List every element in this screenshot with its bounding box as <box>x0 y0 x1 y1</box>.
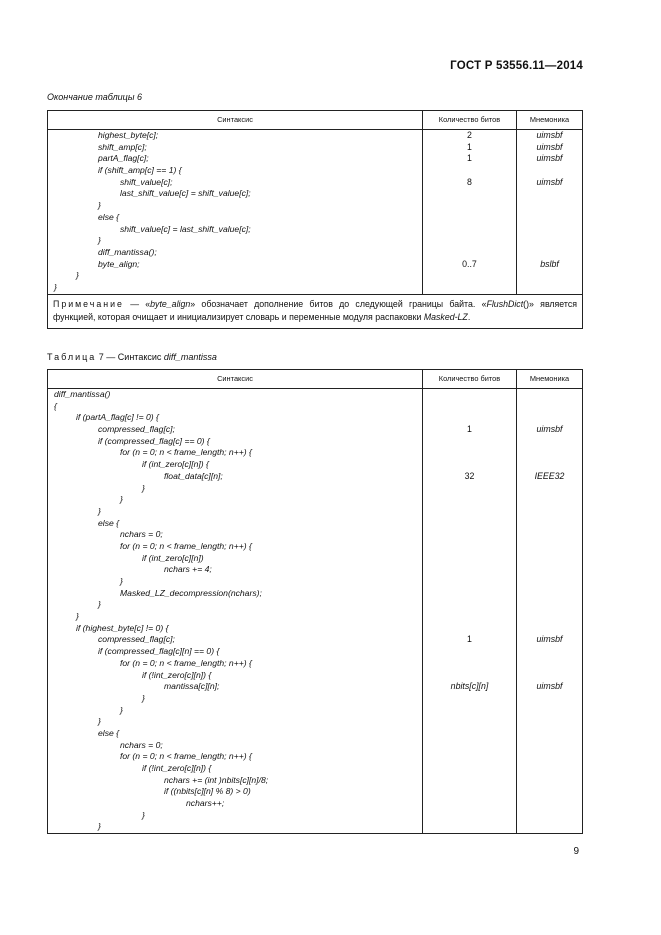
syntax-line: else { <box>98 727 120 738</box>
bit-count <box>423 506 516 518</box>
bit-count: 1 <box>467 634 472 645</box>
mnemonic <box>517 282 582 294</box>
mnemonic <box>517 786 582 798</box>
mnemonic: IEEE32 <box>534 470 565 481</box>
mnemonic <box>517 576 582 588</box>
mnemonic <box>517 763 582 775</box>
syntax-line: for (n = 0; n < frame_length; n++) { <box>120 751 252 762</box>
note-term: FlushDict <box>486 298 524 309</box>
mnemonic-column <box>517 389 583 834</box>
mnemonic <box>517 670 582 682</box>
mnemonic <box>517 412 582 424</box>
syntax-line: } <box>76 611 79 622</box>
bit-count <box>423 235 516 247</box>
bit-count: 2 <box>467 130 472 140</box>
syntax-line: if (shift_amp[c] == 1) { <box>98 165 182 176</box>
column-header-syntax: Синтаксис <box>48 111 423 130</box>
bit-count <box>423 611 516 623</box>
syntax-line: if ((nbits[c][n] % 8) > 0) <box>164 786 251 797</box>
syntax-line: } <box>120 576 123 586</box>
bit-count <box>423 763 516 775</box>
mnemonic <box>517 564 582 576</box>
column-header-bits: Количество битов <box>423 370 517 389</box>
bit-count <box>423 693 516 705</box>
syntax-line: highest_byte[c]; <box>98 130 159 140</box>
bit-count <box>423 588 516 600</box>
bit-count <box>423 740 516 752</box>
mnemonic <box>517 447 582 459</box>
syntax-line: shift_value[c]; <box>120 176 173 187</box>
bit-count: 0..7 <box>462 258 477 269</box>
syntax-line: else { <box>98 211 120 222</box>
mnemonic <box>517 775 582 787</box>
syntax-line: partA_flag[c]; <box>98 153 149 164</box>
bit-count <box>423 389 516 401</box>
syntax-line: if (highest_byte[c] != 0) { <box>76 622 169 633</box>
bit-count <box>423 247 516 259</box>
mnemonic: uimsbf <box>536 176 563 187</box>
syntax-line: if (int_zero[c][n]) { <box>142 459 209 470</box>
mnemonic <box>517 798 582 810</box>
bit-count: 8 <box>467 176 472 187</box>
syntax-column <box>48 389 423 834</box>
syntax-line: if (int_zero[c][n]) <box>142 552 204 563</box>
syntax-line: } <box>120 494 123 505</box>
bit-count: 1 <box>467 153 472 164</box>
table6 <box>47 110 583 329</box>
syntax-line: } <box>120 704 123 715</box>
page-number: 9 <box>573 846 579 857</box>
mnemonic <box>517 212 582 224</box>
bit-count <box>423 658 516 670</box>
note-term: byte_align <box>150 298 191 309</box>
bit-count <box>423 412 516 424</box>
bit-count <box>423 494 516 506</box>
mnemonic: bslbf <box>540 258 559 269</box>
syntax-line: shift_amp[c]; <box>98 141 147 152</box>
mnemonic <box>517 821 582 833</box>
mnemonic <box>517 693 582 705</box>
syntax-column <box>48 130 423 295</box>
mnemonic <box>517 224 582 236</box>
table7-caption: Таблица 7 — Синтаксис diff_mantissa <box>47 352 217 362</box>
mnemonic <box>517 751 582 763</box>
bit-count: 1 <box>467 424 472 435</box>
bit-count <box>423 623 516 635</box>
syntax-line: } <box>98 821 101 832</box>
bit-count <box>423 188 516 200</box>
mnemonic: uimsbf <box>536 153 563 164</box>
mnemonic <box>517 483 582 495</box>
mnemonic <box>517 518 582 530</box>
syntax-line: } <box>142 809 145 820</box>
syntax-line: if (compressed_flag[c][n] == 0) { <box>98 646 220 657</box>
bit-count <box>423 599 516 611</box>
bit-count <box>423 200 516 212</box>
mnemonic <box>517 235 582 247</box>
syntax-line: diff_mantissa(); <box>98 246 157 257</box>
mnemonic <box>517 529 582 541</box>
bit-count <box>423 716 516 728</box>
syntax-line: nchars += (int )nbits[c][n]/8; <box>164 774 269 785</box>
syntax-line: compressed_flag[c]; <box>98 634 175 645</box>
bit-count <box>423 483 516 495</box>
column-header-syntax: Синтаксис <box>48 370 423 389</box>
syntax-line: if (!int_zero[c][n]) { <box>142 669 212 680</box>
note-label: Примечание <box>53 298 124 309</box>
mnemonic: uimsbf <box>536 130 563 140</box>
bit-count <box>423 529 516 541</box>
bit-count <box>423 459 516 471</box>
mnemonic <box>517 728 582 740</box>
bit-count <box>423 401 516 413</box>
syntax-line: } <box>98 716 101 727</box>
syntax-line: Masked_LZ_decompression(nchars); <box>120 587 262 598</box>
mnemonic <box>517 200 582 212</box>
syntax-line: for (n = 0; n < frame_length; n++) { <box>120 447 252 458</box>
bits-column <box>423 389 517 834</box>
mnemonic <box>517 623 582 635</box>
syntax-line: shift_value[c] = last_shift_value[c]; <box>120 223 251 234</box>
bit-count <box>423 798 516 810</box>
syntax-line: mantissa[c][n]; <box>164 681 220 692</box>
mnemonic: uimsbf <box>536 634 563 645</box>
bit-count: 32 <box>464 470 475 481</box>
syntax-line: nchars++; <box>186 798 225 809</box>
mnemonic <box>517 611 582 623</box>
mnemonic: uimsbf <box>536 681 563 692</box>
syntax-line: for (n = 0; n < frame_length; n++) { <box>120 657 252 668</box>
bits-column <box>423 130 517 295</box>
mnemonic <box>517 658 582 670</box>
bit-count <box>423 518 516 530</box>
syntax-line: } <box>98 235 101 246</box>
syntax-line: nchars += 4; <box>164 564 212 575</box>
syntax-line: if (partA_flag[c] != 0) { <box>76 412 159 423</box>
bit-count <box>423 270 516 282</box>
bit-count <box>423 576 516 588</box>
mnemonic <box>517 165 582 177</box>
mnemonic <box>517 588 582 600</box>
bit-count <box>423 541 516 553</box>
mnemonic <box>517 436 582 448</box>
syntax-line: if (compressed_flag[c] == 0) { <box>98 435 210 446</box>
bit-count <box>423 224 516 236</box>
syntax-line: } <box>54 281 57 292</box>
table7 <box>47 369 583 834</box>
bit-count: nbits[c][n] <box>450 681 489 692</box>
syntax-line: { <box>54 400 57 411</box>
bit-count <box>423 786 516 798</box>
mnemonic: uimsbf <box>536 424 563 435</box>
mnemonic <box>517 506 582 518</box>
syntax-line: nchars = 0; <box>120 739 163 750</box>
mnemonic <box>517 740 582 752</box>
mnemonic <box>517 188 582 200</box>
syntax-line: } <box>98 599 101 610</box>
note-term: Masked-LZ <box>423 311 468 322</box>
bit-count <box>423 646 516 658</box>
syntax-line: byte_align; <box>98 258 140 269</box>
bit-count: 1 <box>467 141 472 152</box>
syntax-line: if (!int_zero[c][n]) { <box>142 763 212 773</box>
mnemonic <box>517 401 582 413</box>
mnemonic <box>517 810 582 822</box>
syntax-line: last_shift_value[c] = shift_value[c]; <box>120 188 251 199</box>
syntax-line: diff_mantissa() <box>54 389 111 399</box>
bit-count <box>423 436 516 448</box>
syntax-line: nchars = 0; <box>120 529 163 540</box>
syntax-line: } <box>76 270 79 281</box>
mnemonic <box>517 247 582 259</box>
table6-caption: Окончание таблицы 6 <box>47 92 142 102</box>
bit-count <box>423 282 516 294</box>
syntax-line: } <box>142 482 145 493</box>
mnemonic <box>517 270 582 282</box>
mnemonic-column <box>517 130 583 295</box>
bit-count <box>423 165 516 177</box>
bit-count <box>423 775 516 787</box>
bit-count <box>423 670 516 682</box>
column-header-bits: Количество битов <box>423 111 517 130</box>
mnemonic <box>517 705 582 717</box>
bit-count <box>423 821 516 833</box>
syntax-line: } <box>98 505 101 516</box>
bit-count <box>423 447 516 459</box>
column-header-mnemonic: Мнемоника <box>517 111 583 130</box>
syntax-line: float_data[c][n]; <box>164 470 223 481</box>
mnemonic <box>517 716 582 728</box>
mnemonic <box>517 541 582 553</box>
bit-count <box>423 212 516 224</box>
mnemonic <box>517 494 582 506</box>
document-number: ГОСТ Р 53556.11—2014 <box>450 60 583 72</box>
bit-count <box>423 728 516 740</box>
syntax-line: else { <box>98 517 120 528</box>
bit-count <box>423 705 516 717</box>
mnemonic <box>517 646 582 658</box>
syntax-line: compressed_flag[c]; <box>98 424 175 435</box>
mnemonic <box>517 553 582 565</box>
syntax-line: } <box>98 200 101 211</box>
mnemonic <box>517 599 582 611</box>
mnemonic <box>517 459 582 471</box>
syntax-line: } <box>142 692 145 703</box>
bit-count <box>423 553 516 565</box>
column-header-mnemonic: Мнемоника <box>517 370 583 389</box>
syntax-line: for (n = 0; n < frame_length; n++) { <box>120 540 252 551</box>
mnemonic <box>517 389 582 401</box>
bit-count <box>423 810 516 822</box>
bit-count <box>423 564 516 576</box>
bit-count <box>423 751 516 763</box>
mnemonic: uimsbf <box>536 141 563 152</box>
table6-note: Примечание — «byte_align» обозначает дополнение битов до следующей границы байта. «FlushDict()» является функцией, которая очищает и инициализирует словарь и переменные модуля распаковки Masked-LZ. <box>48 294 583 328</box>
